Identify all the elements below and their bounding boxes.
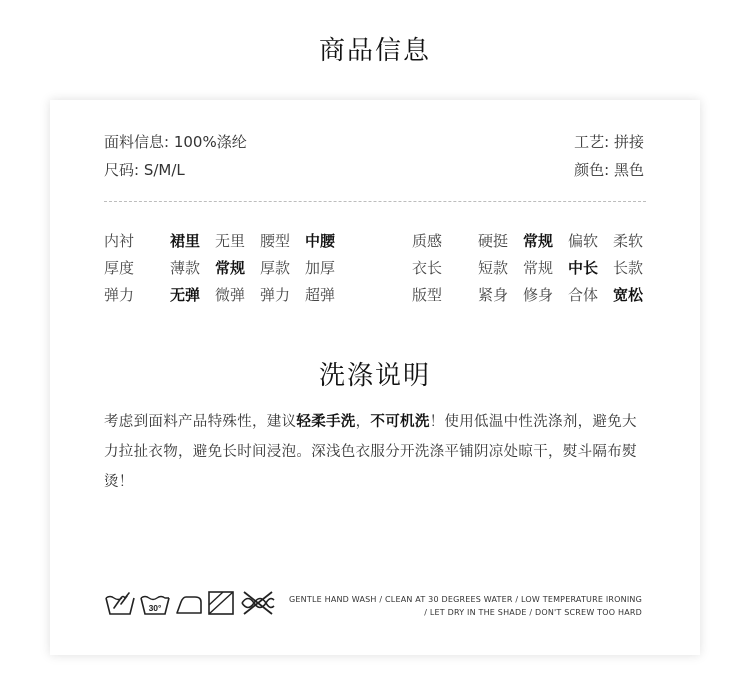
wash-description	[104, 407, 649, 497]
attribute-option: 无里	[215, 232, 246, 250]
attribute-row	[412, 228, 658, 255]
attribute-option: 合体	[568, 286, 599, 304]
attribute-option: 常规	[523, 259, 554, 277]
attribute-option: 偏软	[568, 232, 599, 250]
attribute-row	[412, 255, 658, 282]
attribute-option: 修身	[523, 286, 554, 304]
attribute-option-selected: 常规	[215, 259, 246, 277]
attribute-row	[104, 255, 350, 282]
dashed-divider	[104, 201, 646, 202]
attribute-option-selected: 无弹	[170, 286, 201, 304]
wash-temp-label: 30°	[148, 603, 162, 613]
attribute-label: 内衬	[104, 232, 135, 250]
craft-info: 工艺: 拼接	[574, 133, 644, 151]
attribute-option: 薄款	[170, 259, 201, 277]
color-info: 颜色: 黑色	[574, 161, 644, 179]
attribute-option: 微弹	[215, 286, 246, 304]
attribute-table-right	[412, 228, 658, 309]
attribute-label: 版型	[412, 286, 443, 304]
attribute-label: 质感	[412, 232, 443, 250]
attribute-label: 衣长	[412, 259, 443, 277]
product-info-card	[50, 100, 700, 655]
attribute-option-selected: 常规	[523, 232, 554, 250]
low-iron-icon	[174, 590, 204, 616]
attribute-label: 厚度	[104, 259, 135, 277]
shade-dry-icon	[207, 590, 235, 616]
attribute-option: 加厚	[305, 259, 336, 277]
wash-30-icon	[139, 590, 171, 616]
no-wring-icon	[238, 590, 278, 616]
attribute-option: 超弹	[305, 286, 336, 304]
attribute-option-selected: 中腰	[305, 232, 336, 250]
size-info: 尺码: S/M/L	[104, 161, 185, 179]
attribute-option-selected: 裙里	[170, 232, 201, 250]
page-title: 商品信息	[318, 36, 431, 66]
attribute-row	[412, 282, 658, 309]
wash-desc-bold: 不可机洗	[370, 414, 430, 430]
attribute-option: 厚款	[260, 259, 291, 277]
wash-desc-text: ！使用低温中性洗涤剂，避免大力拉扯衣物，避免长时间浸泡。深浅色衣服分开洗涤平铺阴凉处晾干，熨斗隔布熨烫！	[104, 414, 637, 490]
attribute-option-selected: 中长	[568, 259, 599, 277]
attribute-option: 柔软	[613, 232, 644, 250]
care-icons	[104, 590, 278, 616]
attribute-row	[104, 228, 350, 255]
attribute-option: 长款	[613, 259, 644, 277]
attribute-table-left	[104, 228, 350, 309]
attribute-option: 紧身	[478, 286, 509, 304]
fabric-info: 面料信息: 100%涤纶	[104, 133, 247, 151]
attribute-row	[104, 282, 350, 309]
attribute-option-selected: 宽松	[613, 286, 644, 304]
attribute-label: 弹力	[104, 286, 135, 304]
care-line-1: GENTLE HAND WASH / CLEAN AT 30 DEGREES WATER / LOW TEMPERATURE IRONING	[289, 595, 642, 604]
wash-desc-text: 考虑到面料产品特殊性，建议	[104, 414, 297, 430]
attribute-option: 短款	[478, 259, 509, 277]
attribute-option: 腰型	[260, 232, 291, 250]
care-instructions	[289, 593, 642, 619]
attribute-option: 硬挺	[478, 232, 509, 250]
info-right	[574, 128, 644, 184]
wash-title: 洗涤说明	[318, 361, 431, 391]
attribute-option: 弹力	[260, 286, 291, 304]
wash-desc-bold: 轻柔手洗	[296, 414, 356, 430]
hand-wash-icon	[104, 590, 136, 616]
info-left	[104, 128, 247, 184]
care-line-2: / LET DRY IN THE SHADE / DON'T SCREW TOO HARD	[424, 608, 642, 617]
wash-desc-text: ，	[355, 414, 371, 430]
